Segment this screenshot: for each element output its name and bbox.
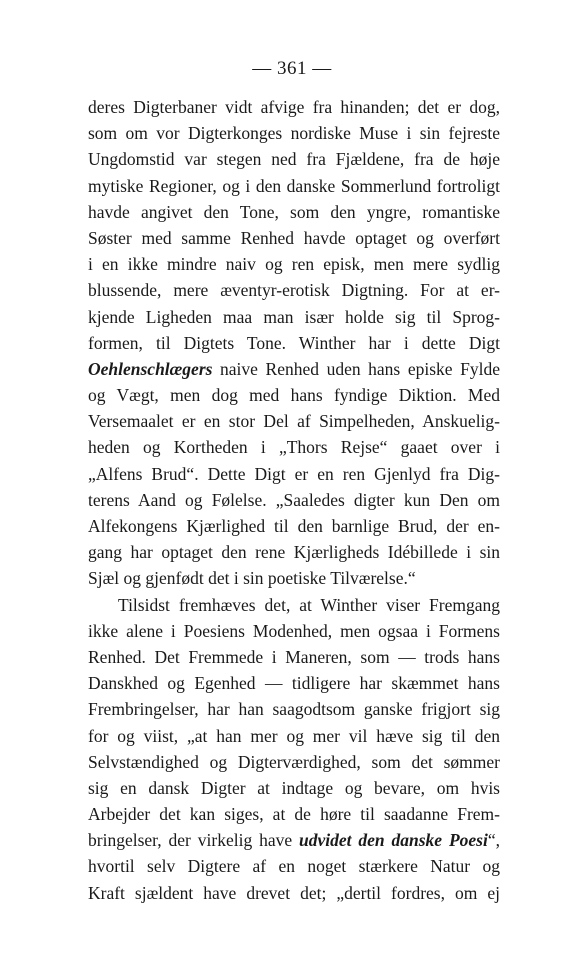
body-text bbox=[88, 94, 500, 906]
text-line: hvortil selv Digtere af en noget stærkere Natur og bbox=[88, 856, 500, 877]
text-line: for og viist, „at han mer og mer vil hæve sig til den bbox=[88, 725, 500, 746]
text-line: kjende Ligheden maa man især holde sig til Sprog- bbox=[88, 306, 500, 327]
text-line: Sjæl og gjenfødt det i sin poetiske Tilværelse.“ bbox=[88, 568, 416, 589]
text-line bbox=[88, 356, 500, 382]
text-line: Frembringelser, har han saagodtsom ganske frigjort sig bbox=[88, 699, 500, 720]
text-line: „Alfens Brud“. Dette Digt er en ren Gjenlyd fra Dig- bbox=[88, 463, 500, 484]
text-line: Ungdomstid var stegen ned fra Fjældene, fra de høje bbox=[88, 149, 500, 170]
text-line: Søster med samme Renhed havde optaget og overført bbox=[88, 227, 500, 248]
text-line: formen, til Digtets Tone. Winther har i dette Digt bbox=[88, 332, 500, 353]
line-text-tail: “, bbox=[487, 830, 500, 851]
text-line: blussende, mere æventyr-erotisk Digtning. For at er- bbox=[88, 280, 500, 301]
text-line: Renhed. Det Fremmede i Maneren, som — trods hans bbox=[88, 646, 500, 667]
text-line: heden og Kortheden i „Thors Rejse“ gaaet over i bbox=[88, 437, 500, 458]
page-number: — 361 — bbox=[252, 58, 332, 79]
italic-title: Oehlenschlægers bbox=[88, 358, 213, 379]
line-text: bringelser, der virkelig have bbox=[88, 830, 299, 851]
line-text: naive Renhed uden hans episke Fylde bbox=[212, 358, 500, 379]
text-line: Arbejder det kan siges, at de høre til saadanne Frem- bbox=[88, 804, 500, 825]
text-line: og Vægt, men dog med hans fyndige Diktion. Med bbox=[88, 385, 500, 406]
text-line: Selvstændighed og Digterværdighed, som det sømmer bbox=[88, 751, 500, 772]
text-line: Danskhed og Egenhed — tidligere har skæmmet hans bbox=[88, 673, 500, 694]
text-line: terens Aand og Følelse. „Saaledes digter kun Den om bbox=[88, 489, 500, 510]
text-line: sig en dansk Digter at indtage og bevare, om hvis bbox=[88, 777, 500, 798]
text-line: i en ikke mindre naiv og ren episk, men mere sydlig bbox=[88, 254, 500, 275]
text-line: deres Digterbaner vidt afvige fra hinanden; det er dog, bbox=[88, 97, 500, 117]
text-line: Alfekongens Kjærlighed til den barnlige Brud, der en- bbox=[88, 516, 500, 536]
text-line: som om vor Digterkonges nordiske Muse i sin fejreste bbox=[88, 123, 500, 144]
text-line: Kraft sjældent have drevet det; „dertil fordres, om ej bbox=[88, 882, 500, 903]
text-line: mytiske Regioner, og i den danske Sommerlund fortroligt bbox=[88, 175, 500, 196]
italic-phrase: udvidet den danske Poesi bbox=[299, 830, 488, 851]
text-line: Versemaalet er en stor Del af Simpelheden, Anskuelig- bbox=[88, 411, 500, 432]
text-line: gang har optaget den rene Kjærligheds Idébillede i sin bbox=[88, 542, 500, 563]
text-line: havde angivet den Tone, som den yngre, romantiske bbox=[88, 201, 500, 222]
text-line: Tilsidst fremhæves det, at Winther viser Fremgang bbox=[118, 594, 500, 615]
text-line bbox=[88, 827, 500, 853]
text-line: ikke alene i Poesiens Modenhed, men ogsaa i Formens bbox=[88, 620, 500, 641]
